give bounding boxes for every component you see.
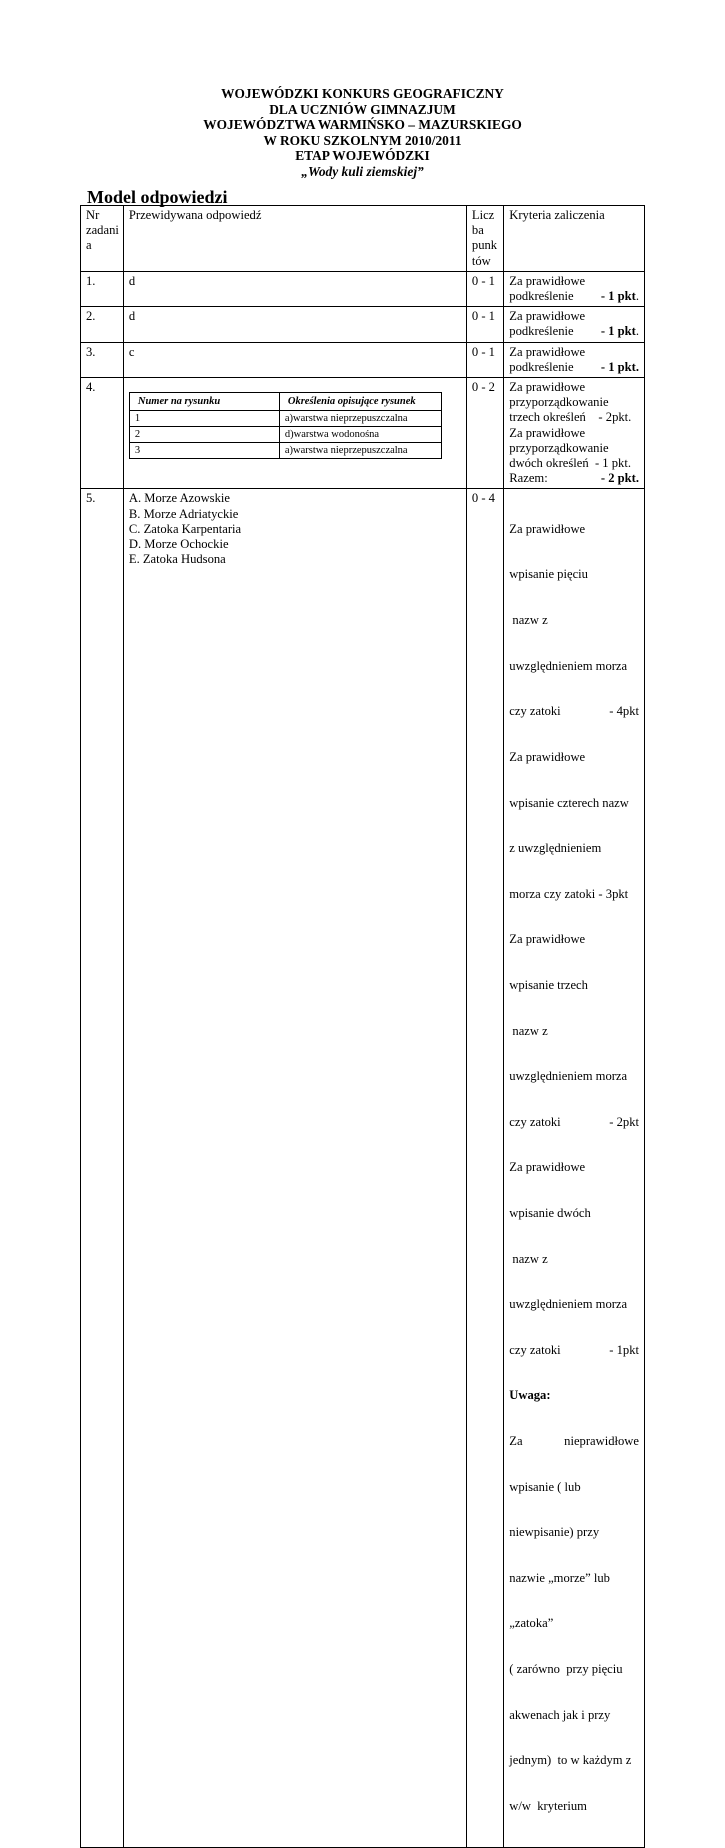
layer-matching-table <box>129 392 442 459</box>
header-criteria: Kryteria zaliczenia <box>504 206 645 272</box>
row-nr: 3. <box>81 342 124 377</box>
table-row <box>81 307 645 342</box>
row-nr: 1. <box>81 271 124 306</box>
answer-key-table <box>80 205 645 1848</box>
header-line: W ROKU SZKOLNYM 2010/2011 <box>263 132 462 148</box>
table-row <box>81 378 645 489</box>
row-points: 0 - 1 <box>466 271 503 306</box>
list-item: C. Zatoka Karpentaria <box>128 521 242 536</box>
document-header <box>0 86 725 180</box>
row-points: 0 - 1 <box>466 342 503 377</box>
header-answer: Przewidywana odpowiedź <box>123 206 466 272</box>
table-row: 2 d)warstwa wodonośna <box>129 427 441 443</box>
inner-header-number: Numer na rysunku <box>129 393 279 411</box>
inner-header-description: Określenia opisujące rysunek <box>279 393 441 411</box>
table-header-row <box>81 206 645 272</box>
table-row <box>81 342 645 377</box>
row-nr: 4. <box>81 378 124 489</box>
list-item: A. Morze Azowskie <box>128 491 230 506</box>
header-line: WOJEWÓDZTWA WARMIŃSKO – MAZURSKIEGO <box>203 117 522 133</box>
row-points: 0 - 2 <box>466 378 503 489</box>
row-answer <box>123 378 466 489</box>
row-criteria: Za prawidłowe podkreślenie - 1 pkt. <box>504 342 645 377</box>
table-row: 3 a)warstwa nieprzepuszczalna <box>129 443 441 459</box>
header-line: ETAP WOJEWÓDZKI <box>295 148 430 164</box>
row-answer: c <box>123 342 466 377</box>
list-item: B. Morze Adriatyckie <box>128 506 239 521</box>
page-title: Model odpowiedzi <box>87 187 228 207</box>
row-criteria: Za prawidłowe podkreślenie - 1 pkt. <box>504 271 645 306</box>
header-points: Licz ba punk tów <box>466 206 503 272</box>
list-item: E. Zatoka Hudsona <box>128 552 226 567</box>
row-answer <box>123 489 466 1847</box>
header-motto: „Wody kuli ziemskiej” <box>301 163 424 179</box>
row-nr: 2. <box>81 307 124 342</box>
header-line: WOJEWÓDZKI KONKURS GEOGRAFICZNY <box>221 86 504 101</box>
row-points: 0 - 1 <box>466 307 503 342</box>
row-criteria: Za prawidłowe przyporządkowanie trzech określeń - 2pkt. Za prawidłowe przyporządkowanie dwóch określeń - 1 pkt. Razem: - 2 pkt. <box>504 378 645 489</box>
list-item: D. Morze Ochockie <box>128 537 229 552</box>
header-nr: Nr zadani a <box>81 206 124 272</box>
table-row <box>81 271 645 306</box>
row-nr: 5. <box>81 489 124 1847</box>
row-points: 0 - 4 <box>466 489 503 1847</box>
header-line: DLA UCZNIÓW GIMNAZJUM <box>269 101 456 117</box>
table-row <box>81 489 645 1847</box>
row-answer: d <box>123 307 466 342</box>
row-criteria: Za prawidłowe podkreślenie - 1 pkt. <box>504 307 645 342</box>
row-answer: d <box>123 271 466 306</box>
row-criteria: Za prawidłowe wpisanie pięciu nazw z uwzględnieniem morza czy zatoki - 4pkt Za prawidłowe wpisanie czterech nazw z uwzględnieniem morza czy zatoki - 3pkt Za prawidłowe wpisanie trzech nazw z uwzględnieniem morza czy zatoki - 2pkt Za prawidłowe wpisanie dwóch nazw z uwzględnieniem morza czy zatoki - 1pkt Uwaga: Za nieprawidłowe wpisanie ( lub niewpisanie) przy nazwie „morze” lub „zatoka” ( zarówno przy pięciu akwenach jak i przy jednym) to w każdym z w/w kryterium <box>504 489 645 1847</box>
table-row: 1 a)warstwa nieprzepuszczalna <box>129 411 441 427</box>
